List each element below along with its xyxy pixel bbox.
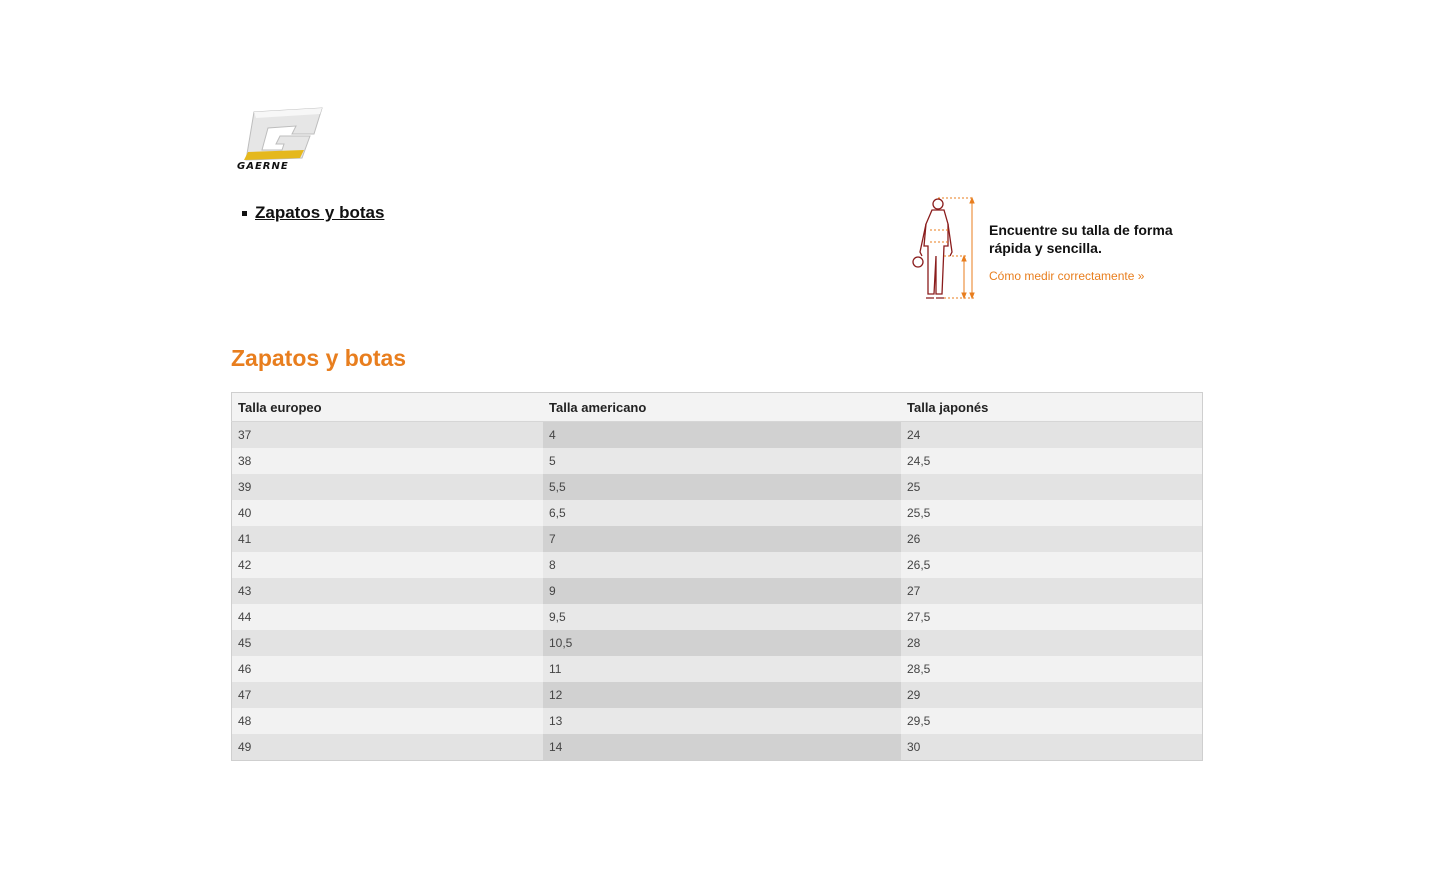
- table-row: [232, 578, 1203, 604]
- cell-us-size: 12: [543, 682, 901, 708]
- cell-us-size: 11: [543, 656, 901, 682]
- section-title: Zapatos y botas: [231, 345, 407, 371]
- cell-us-size: 13: [543, 708, 901, 734]
- cell-eu-size: 37: [232, 422, 544, 449]
- cell-eu-size: 42: [232, 552, 544, 578]
- cell-us-size: 4: [543, 422, 901, 449]
- cell-us-size: 7: [543, 526, 901, 552]
- bullet-icon: [242, 211, 247, 216]
- cell-eu-size: 41: [232, 526, 544, 552]
- table-row: [232, 526, 1203, 552]
- cell-us-size: 14: [543, 734, 901, 761]
- column-header-jp: Talla japonés: [901, 393, 1203, 422]
- table-row: [232, 682, 1203, 708]
- table-header-row: [232, 393, 1203, 422]
- cell-eu-size: 45: [232, 630, 544, 656]
- size-helper: [908, 194, 1208, 304]
- how-to-measure-link[interactable]: Cómo medir correctamente »: [989, 269, 1145, 283]
- cell-eu-size: 47: [232, 682, 544, 708]
- cell-us-size: 6,5: [543, 500, 901, 526]
- cell-eu-size: 44: [232, 604, 544, 630]
- cell-us-size: 5,5: [543, 474, 901, 500]
- cell-jp-size: 26: [901, 526, 1203, 552]
- cell-jp-size: 25,5: [901, 500, 1203, 526]
- cell-eu-size: 49: [232, 734, 544, 761]
- cell-eu-size: 38: [232, 448, 544, 474]
- table-row: [232, 734, 1203, 761]
- cell-us-size: 5: [543, 448, 901, 474]
- cell-jp-size: 27: [901, 578, 1203, 604]
- table-row: [232, 630, 1203, 656]
- table-row: [232, 500, 1203, 526]
- nav-link-zapatos-y-botas[interactable]: Zapatos y botas: [255, 203, 385, 222]
- cell-jp-size: 29: [901, 682, 1203, 708]
- table-row: [232, 708, 1203, 734]
- cell-jp-size: 24: [901, 422, 1203, 449]
- measuring-figure-icon: [908, 194, 980, 304]
- table-row: [232, 552, 1203, 578]
- cell-jp-size: 25: [901, 474, 1203, 500]
- cell-jp-size: 27,5: [901, 604, 1203, 630]
- size-table-body: [232, 422, 1203, 761]
- cell-eu-size: 43: [232, 578, 544, 604]
- table-row: [232, 422, 1203, 449]
- logo-wordmark: GAERNE: [237, 161, 289, 172]
- cell-eu-size: 48: [232, 708, 544, 734]
- size-helper-heading: Encuentre su talla de forma rápida y sencilla.: [989, 222, 1173, 256]
- table-row: [232, 604, 1203, 630]
- category-nav: [242, 203, 384, 223]
- column-header-eu: Talla europeo: [232, 393, 544, 422]
- table-row: [232, 474, 1203, 500]
- cell-jp-size: 24,5: [901, 448, 1203, 474]
- table-row: [232, 448, 1203, 474]
- cell-us-size: 9,5: [543, 604, 901, 630]
- cell-eu-size: 39: [232, 474, 544, 500]
- cell-us-size: 10,5: [543, 630, 901, 656]
- column-header-us: Talla americano: [543, 393, 901, 422]
- cell-jp-size: 28,5: [901, 656, 1203, 682]
- cell-us-size: 9: [543, 578, 901, 604]
- size-table: [231, 392, 1203, 761]
- cell-jp-size: 26,5: [901, 552, 1203, 578]
- cell-us-size: 8: [543, 552, 901, 578]
- table-row: [232, 656, 1203, 682]
- cell-eu-size: 46: [232, 656, 544, 682]
- cell-jp-size: 28: [901, 630, 1203, 656]
- cell-eu-size: 40: [232, 500, 544, 526]
- cell-jp-size: 29,5: [901, 708, 1203, 734]
- cell-jp-size: 30: [901, 734, 1203, 761]
